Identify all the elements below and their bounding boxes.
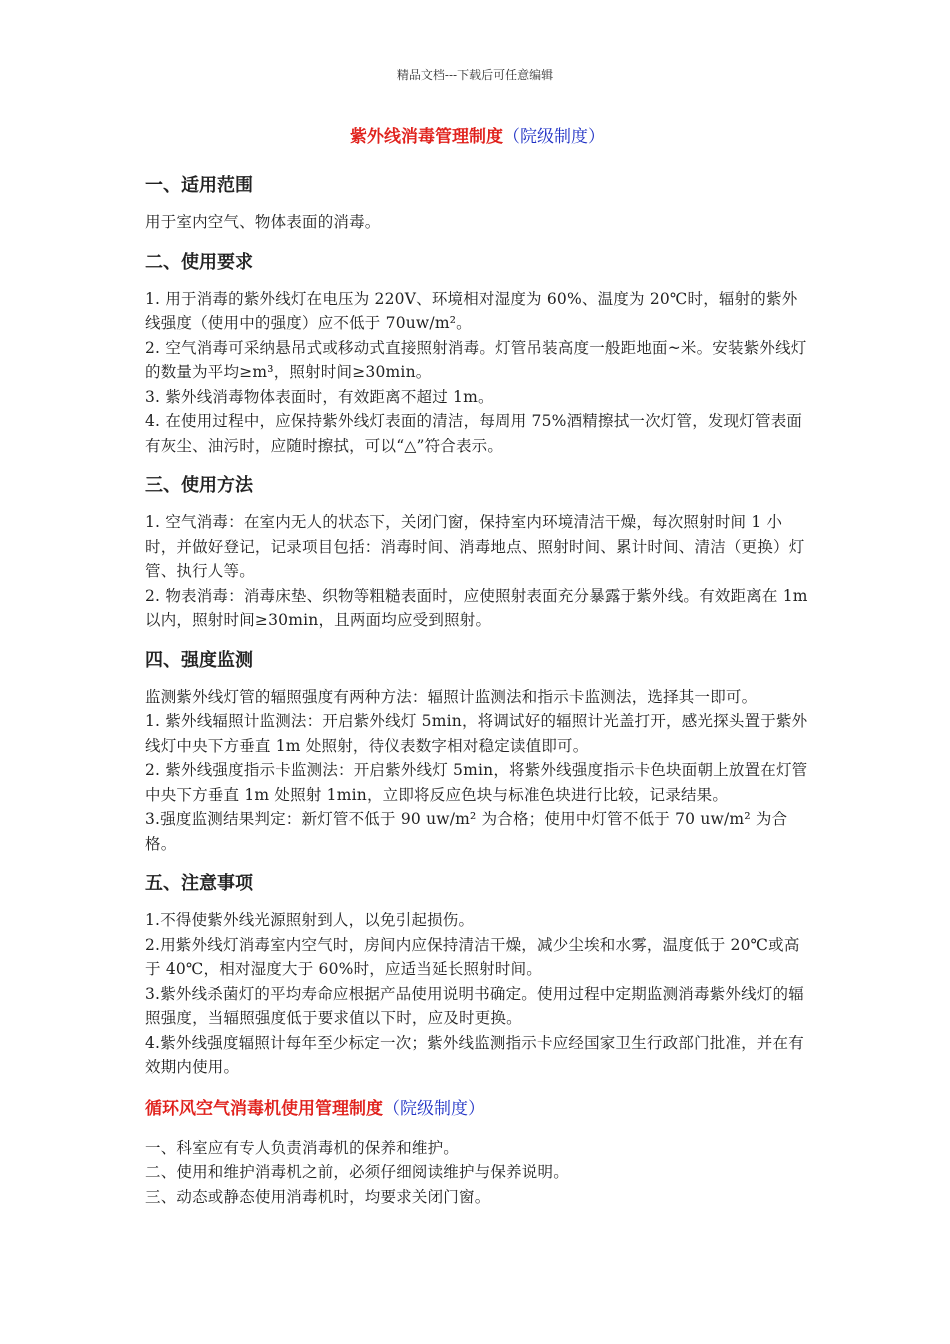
section-heading-monitoring: 四、强度监测 [145,649,253,671]
paragraph-line: 1. 紫外线辐照计监测法：开启紫外线灯 5min，将调试好的辐照计光盖打开，感光探头置于紫外线灯中央下方垂直 1m 处照射，待仪表数字相对稳定读值即可。 [145,712,808,755]
paragraph-line: 3.紫外线杀菌灯的平均寿命应根据产品使用说明书确定。使用过程中定期监测消毒紫外线灯的辐照强度，当辐照强度低于要求值以下时，应及时更换。 [145,984,804,1027]
paragraph-line: 2.用紫外线灯消毒室内空气时，房间内应保持清洁干燥，减少尘埃和水雾，温度低于 20℃或高于 40℃，相对湿度大于 60%时，应适当延长照射时间。 [145,935,800,978]
paragraph-line: 4.紫外线强度辐照计每年至少标定一次；紫外线监测指示卡应经国家卫生行政部门批准，并在有效期内使用。 [145,1033,804,1076]
section-heading-requirements: 二、使用要求 [145,251,253,273]
paragraph-line: 二、使用和维护消毒机之前，必须仔细阅读维护与保养说明。 [145,1163,569,1181]
title-main: 紫外线消毒管理制度 [350,127,503,147]
paragraph-line: 一、科室应有专人负责消毒机的保养和维护。 [145,1138,460,1157]
paragraph-line: 监测紫外线灯管的辐照强度有两种方法：辐照计监测法和指示卡监测法，选择其一即可。 [145,687,758,706]
paragraph-line: 2. 物表消毒：消毒床垫、织物等粗糙表面时，应使照射表面充分暴露于紫外线。有效距离在 1m 以内，照射时间≥30min，且两面均应受到照射。 [145,586,808,629]
section-body-air-disinfector [145,1136,810,1210]
paragraph-line: 2. 紫外线强度指示卡监测法：开启紫外线灯 5min，将紫外线强度指示卡色块面朝上放置在灯管中央下方垂直 1m 处照射 1min，立即将反应色块与标准色块进行比较，记录结果。 [145,761,808,804]
section-body-requirements [145,287,810,459]
paragraph-line: 三、动态或静态使用消毒机时，均要求关闭门窗。 [145,1187,491,1206]
paragraph-line: 3. 紫外线消毒物体表面时，有效距离不超过 1m。 [145,387,494,406]
section-body-monitoring [145,685,810,857]
paragraph-line: 2. 空气消毒可采纳悬吊式或移动式直接照射消毒。灯管吊装高度一般距地面~米。安装紫外线灯的数量为平均≥m³，照射时间≥30min。 [145,338,807,381]
title2-suffix: （院级制度） [383,1098,485,1119]
paragraph-line: 用于室内空气、物体表面的消毒。 [145,213,381,231]
paragraph-line: 3.强度监测结果判定：新灯管不低于 90 uw/m² 为合格；使用中灯管不低于 70 uw/m² 为合格。 [145,810,788,853]
document-title [145,122,810,152]
paragraph-line: 1.不得使紫外线光源照射到人，以免引起损伤。 [145,911,475,929]
section-heading-scope: 一、适用范围 [145,175,253,196]
title-suffix: （院级制度） [503,127,605,147]
second-document-title [145,1092,810,1126]
running-header: 精品文档---下载后可任意编辑 [396,68,554,82]
title2-main: 循环风空气消毒机使用管理制度 [145,1098,383,1119]
document-body [145,122,810,1221]
paragraph-line: 1. 空气消毒：在室内无人的状态下，关闭门窗，保持室内环境清洁干燥，每次照射时间 1 小时，并做好登记，记录项目包括：消毒时间、消毒地点、照射时间、累计时间、清洁（更换）灯管、执行人等。 [145,513,805,580]
section-body-notes [145,908,810,1080]
section-heading-notes: 五、注意事项 [145,873,253,894]
paragraph-line: 1. 用于消毒的紫外线灯在电压为 220V、环境相对湿度为 60%、温度为 20℃时，辐射的紫外线强度（使用中的强度）应不低于 70uw/m²。 [145,289,798,332]
section-heading-methods: 三、使用方法 [145,475,253,496]
paragraph-line: 4. 在使用过程中，应保持紫外线灯表面的清洁，每周用 75%酒精擦拭一次灯管，发现灯管表面有灰尘、油污时，应随时擦拭，可以“△”符合表示。 [145,412,803,455]
section-body-scope [145,210,810,235]
section-body-methods [145,510,810,633]
